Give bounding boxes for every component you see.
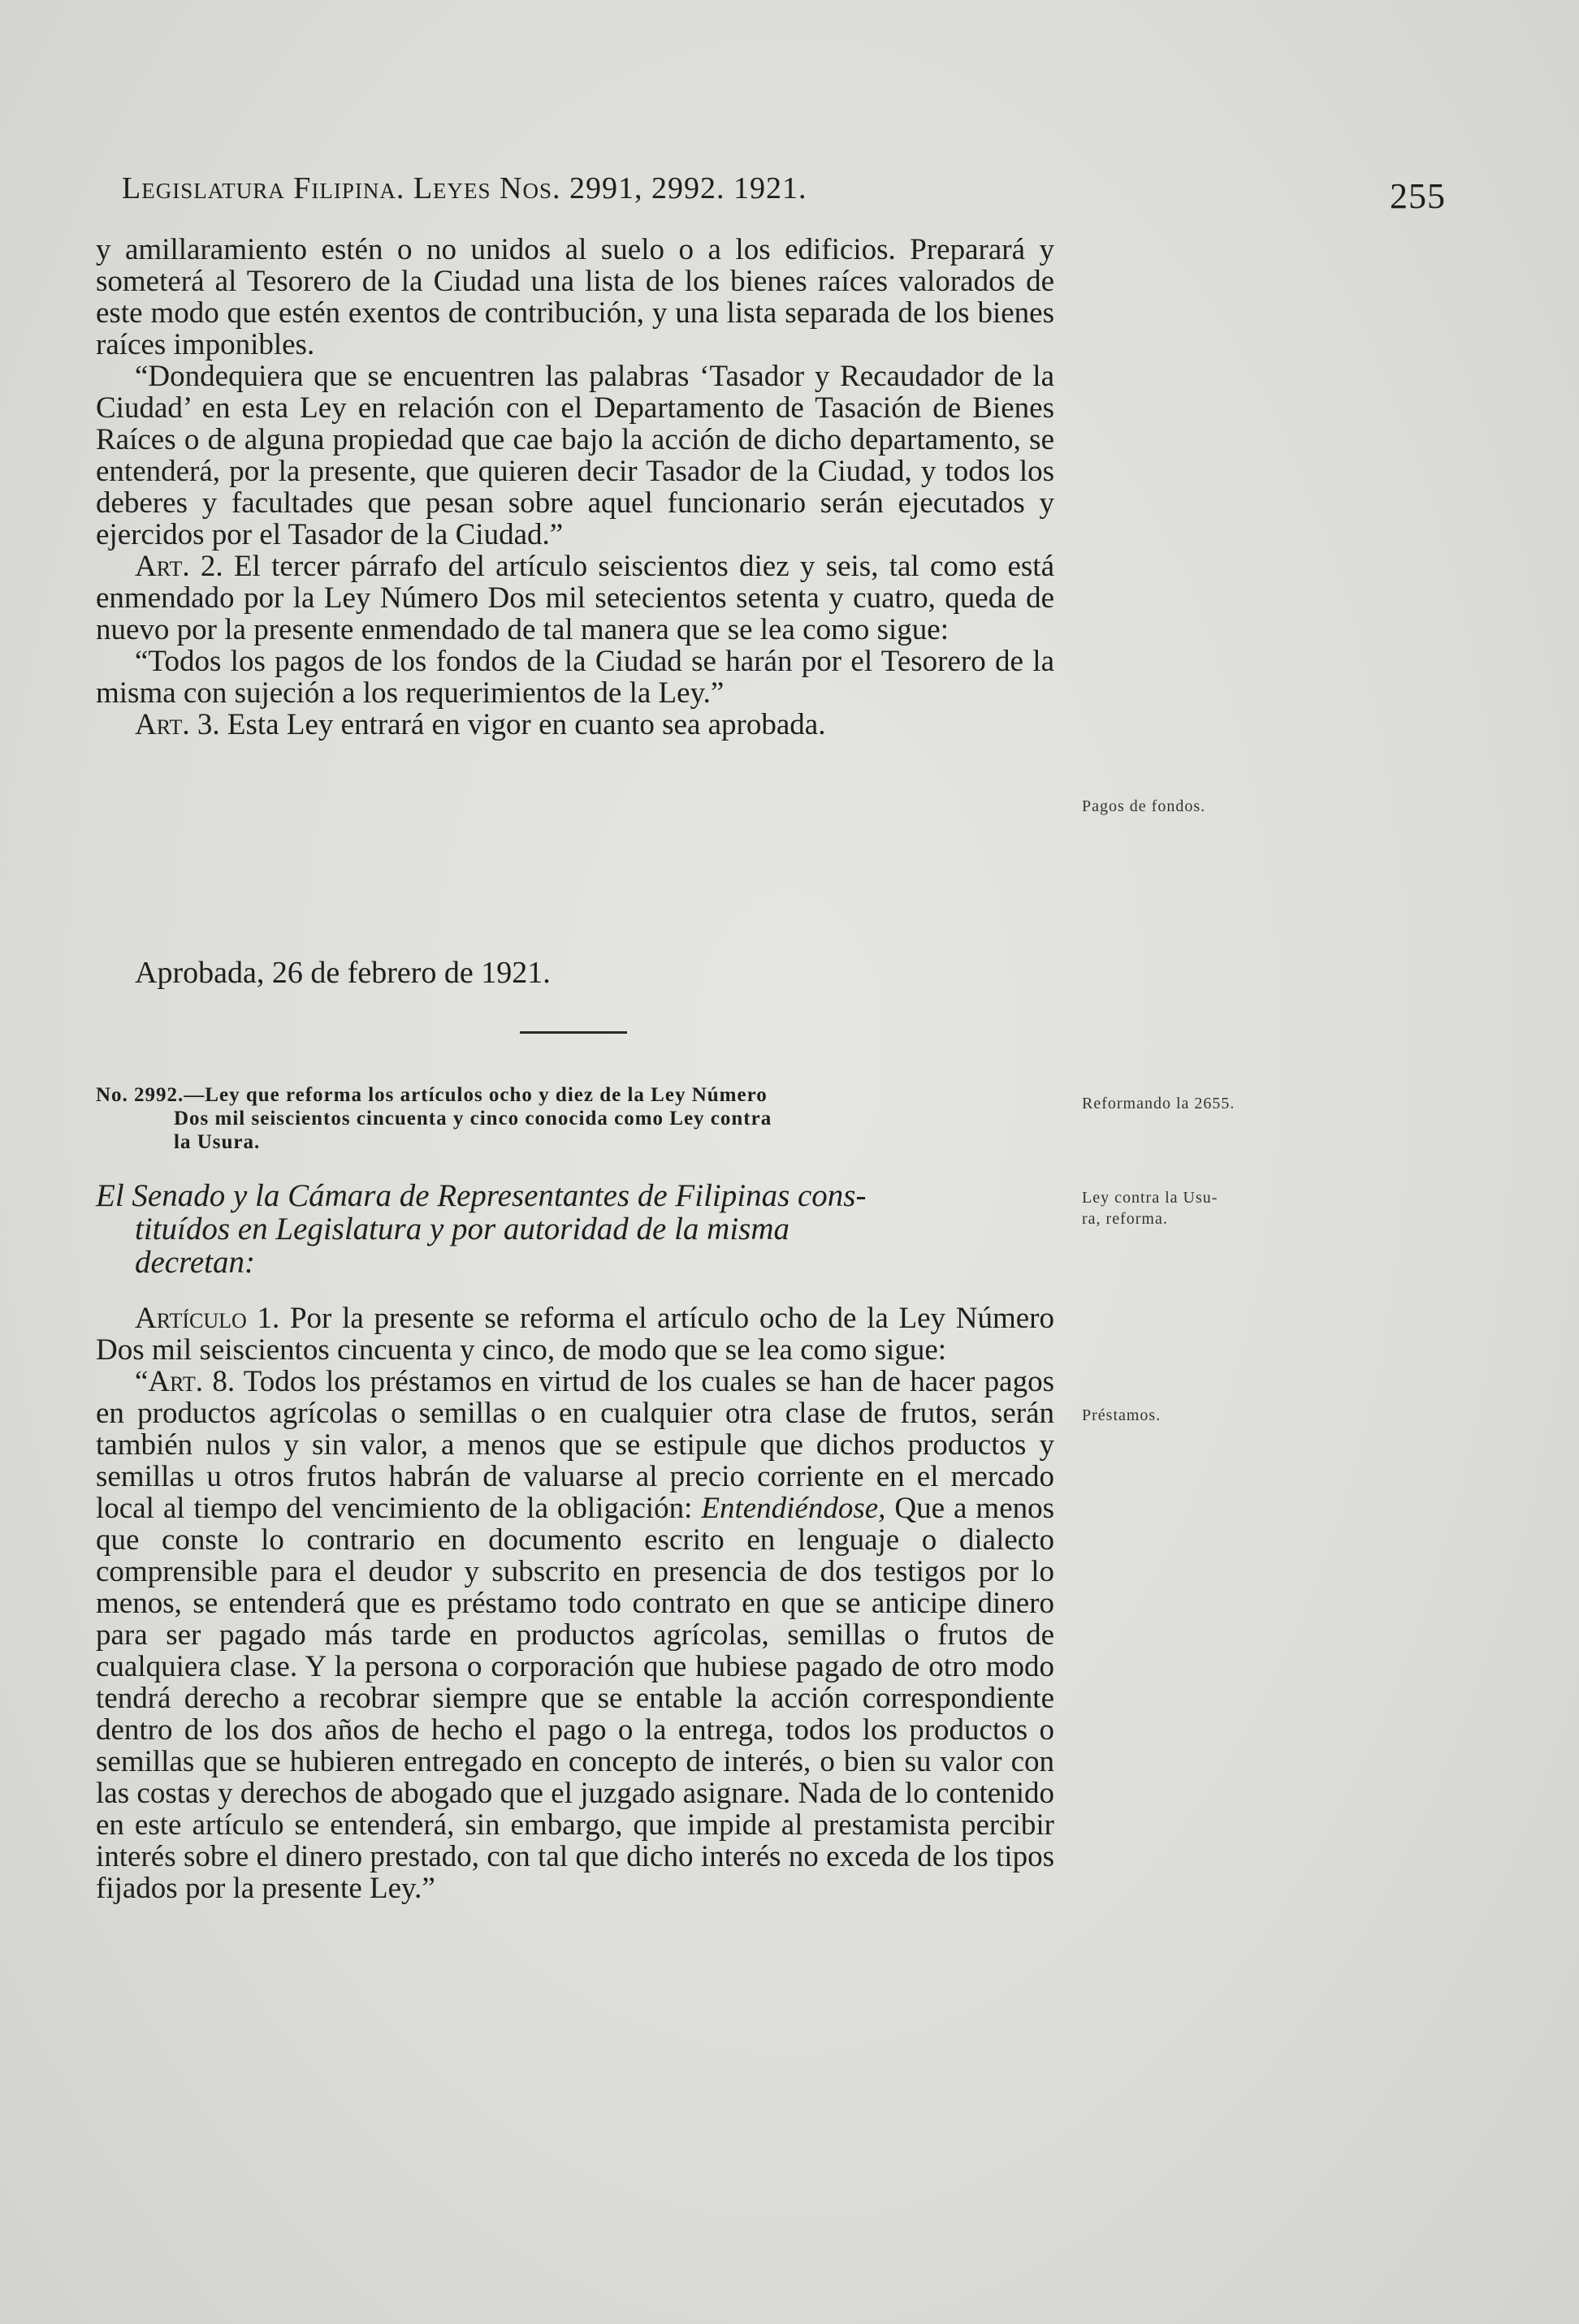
article-1-text: Por la presente se reforma el artículo ocho de la Ley Número Dos mil seiscientos cincuenta y cinco, de modo que se lea como sigue: [96, 1302, 1054, 1367]
enact-line-2: tituídos en Legislatura y por autoridad de la misma [135, 1212, 790, 1246]
section-divider [520, 1031, 627, 1034]
margin-note-reformando: Reformando la 2655. [1082, 1095, 1235, 1112]
page-number: 255 [1390, 176, 1446, 216]
article-2 [96, 551, 1054, 646]
article-3 [96, 709, 1054, 741]
article-2-quote: “Todos los pagos de los fondos de la Ciudad se harán por el Tesorero de la misma con sujeción a los requerimientos de la Ley.” [96, 645, 1054, 710]
law-2992-body [96, 1302, 1054, 1904]
law-title-line-2: Dos mil seiscientos cincuenta y cinco conocida como Ley contra [174, 1108, 772, 1130]
margin-note-pagos: Pagos de fondos. [1082, 797, 1206, 815]
margin-note-ley-contra [1082, 1187, 1218, 1229]
article-2-text: El tercer párrafo del artículo seiscientos diez y seis, tal como está enmendado por la Ley Número Dos mil setecientos setenta y cuatro, queda de nuevo por la presente enmendado de tal manera que se lea como sigue: [96, 550, 1054, 646]
article-3-label: Art. 3. [135, 708, 220, 741]
article-8-label: “Art. 8. [135, 1365, 236, 1398]
article-1-label: Artículo 1. [135, 1302, 280, 1335]
law-2991-body [96, 234, 1054, 741]
article-8 [96, 1366, 1054, 1904]
enact-line-3: decretan: [135, 1245, 255, 1280]
paragraph-continuation: y amillaramiento estén o no unidos al suelo o a los edificios. Preparará y someterá al Tesorero de la Ciudad una lista de los bienes raíces valorados de este modo que estén exentos de contribución, y una lista separada de los bienes raíces imponibles. [96, 233, 1054, 361]
article-8-text-a: Todos los préstamos en virtud de los cuales se han de hacer pagos en productos agrícolas o semillas o en cualquier otra clase de frutos, serán también nulos y sin valor, a menos que se estipule que dichos productos y semillas u otros frutos habrán de valuarse al precio corriente en el mercado local al tiempo del vencimiento de la obligación: [96, 1365, 1054, 1525]
page-header [122, 171, 1446, 219]
enact-line-1: El Senado y la Cámara de Representantes de Filipinas cons- [96, 1178, 867, 1213]
article-1 [96, 1302, 1054, 1366]
running-title: Legislatura Filipina. Leyes Nos. 2991, 2992. 1921. [122, 171, 807, 205]
law-2992-title [96, 1083, 1054, 1154]
law-title-line-1: No. 2992.—Ley que reforma los artículos ocho y diez de la Ley Número [96, 1084, 768, 1106]
article-2-label: Art. 2. [135, 550, 223, 583]
paragraph-definition: “Dondequiera que se encuentren las palabras ‘Tasador y Recaudador de la Ciudad’ en esta Ley en relación con el Departamento de Tasación de Bienes Raíces o de alguna propiedad que cae bajo la acción de dicho departamento, se entenderá, por la presente, que quieren decir Tasador de la Ciudad, y todos los deberes y facultades que pesan sobre aquel funcionario serán ejecutados y ejercidos por el Tasador de la Ciudad.” [96, 360, 1054, 551]
margin-note-ley-contra-line-1: Ley contra la Usu- [1082, 1189, 1218, 1207]
article-8-text-b: Que a menos que conste lo contrario en documento escrito en lenguaje o dialecto comprensible para el deudor y subscrito en presencia de dos testigos por lo menos, se entenderá que es préstamo todo contrato en que se anticipe dinero para ser pagado más tarde en productos agrícolas, semillas o frutos de cualquiera clase. Y la persona o corporación que hubiese pagado de otro modo tendrá derecho a recobrar siempre que se entable la acción correspondiente dentro de los dos años de hecho el pago o la entrega, todos los productos o semillas que se hubieren entregado en concepto de interés, o bien su valor con las costas y derechos de abogado que el juzgado asignare. Nada de lo contenido en este artículo se entenderá, sin embargo, que impide al prestamista percibir interés sobre el dinero prestado, con tal que dicho interés no exceda de los tipos fijados por la presente Ley.” [96, 1492, 1055, 1905]
margin-note-ley-contra-line-2: ra, reforma. [1082, 1210, 1168, 1228]
margin-note-prestamos: Préstamos. [1082, 1406, 1162, 1424]
law-title-line-3: la Usura. [174, 1131, 261, 1153]
enacting-clause [96, 1179, 1054, 1279]
approval-date: Aprobada, 26 de febrero de 1921. [135, 956, 551, 990]
article-8-proviso: Entendiéndose, [701, 1492, 886, 1525]
article-3-text: Esta Ley entrará en vigor en cuanto sea aprobada. [227, 708, 826, 741]
